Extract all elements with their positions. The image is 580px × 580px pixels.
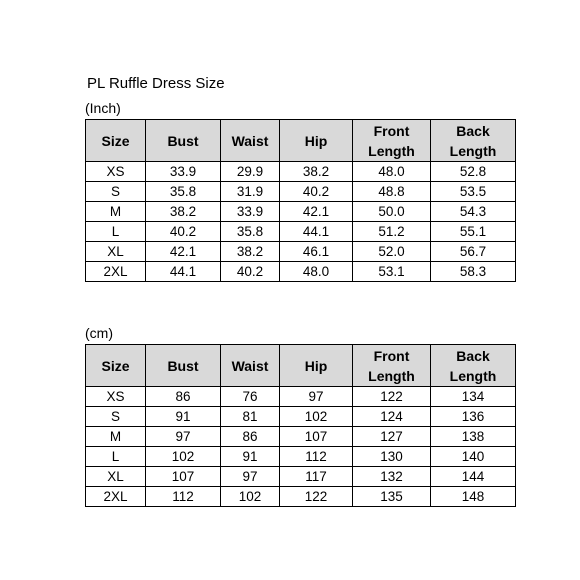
hip-cell: 102 — [280, 407, 353, 427]
back-length-cell: 56.7 — [431, 242, 516, 262]
table-header-row — [86, 345, 516, 387]
back-length-cell: 144 — [431, 467, 516, 487]
table-row — [86, 262, 516, 282]
waist-cell: 81 — [221, 407, 280, 427]
size-cell: XL — [86, 467, 146, 487]
size-cell: 2XL — [86, 262, 146, 282]
back-length-cell: 140 — [431, 447, 516, 467]
column-header-waist: Waist — [221, 120, 280, 162]
back-length-cell: 53.5 — [431, 182, 516, 202]
hip-cell: 117 — [280, 467, 353, 487]
bust-cell: 107 — [146, 467, 221, 487]
column-header-front-length: Front Length — [353, 120, 431, 162]
front-length-cell: 122 — [353, 387, 431, 407]
column-header-size: Size — [86, 120, 146, 162]
waist-cell: 31.9 — [221, 182, 280, 202]
inch-size-table — [85, 119, 516, 282]
front-length-cell: 52.0 — [353, 242, 431, 262]
back-length-cell: 58.3 — [431, 262, 516, 282]
waist-cell: 38.2 — [221, 242, 280, 262]
back-length-cell: 52.8 — [431, 162, 516, 182]
column-header-back-length: Back Length — [431, 345, 516, 387]
front-length-cell: 130 — [353, 447, 431, 467]
column-header-bust: Bust — [146, 120, 221, 162]
bust-cell: 35.8 — [146, 182, 221, 202]
bust-cell: 33.9 — [146, 162, 221, 182]
front-length-cell: 48.0 — [353, 162, 431, 182]
table-row — [86, 387, 516, 407]
inch-unit-label: (Inch) — [85, 100, 121, 116]
front-length-cell: 51.2 — [353, 222, 431, 242]
front-length-cell: 132 — [353, 467, 431, 487]
table-row — [86, 202, 516, 222]
back-length-cell: 134 — [431, 387, 516, 407]
table-row — [86, 407, 516, 427]
table-row — [86, 447, 516, 467]
hip-cell: 107 — [280, 427, 353, 447]
table-header-row — [86, 120, 516, 162]
waist-cell: 29.9 — [221, 162, 280, 182]
table-row — [86, 487, 516, 507]
size-cell: 2XL — [86, 487, 146, 507]
waist-cell: 102 — [221, 487, 280, 507]
waist-cell: 97 — [221, 467, 280, 487]
column-header-hip: Hip — [280, 120, 353, 162]
front-length-cell: 48.8 — [353, 182, 431, 202]
size-cell: S — [86, 407, 146, 427]
size-cell: XL — [86, 242, 146, 262]
column-header-back-length: Back Length — [431, 120, 516, 162]
hip-cell: 40.2 — [280, 182, 353, 202]
column-header-front-length: Front Length — [353, 345, 431, 387]
hip-cell: 112 — [280, 447, 353, 467]
table-row — [86, 242, 516, 262]
column-header-waist: Waist — [221, 345, 280, 387]
back-length-cell: 54.3 — [431, 202, 516, 222]
back-length-cell: 136 — [431, 407, 516, 427]
bust-cell: 38.2 — [146, 202, 221, 222]
waist-cell: 91 — [221, 447, 280, 467]
front-length-cell: 135 — [353, 487, 431, 507]
front-length-cell: 53.1 — [353, 262, 431, 282]
bust-cell: 91 — [146, 407, 221, 427]
column-header-size: Size — [86, 345, 146, 387]
hip-cell: 97 — [280, 387, 353, 407]
hip-cell: 122 — [280, 487, 353, 507]
table-row — [86, 467, 516, 487]
bust-cell: 112 — [146, 487, 221, 507]
table-row — [86, 222, 516, 242]
bust-cell: 40.2 — [146, 222, 221, 242]
waist-cell: 76 — [221, 387, 280, 407]
waist-cell: 40.2 — [221, 262, 280, 282]
page-title: PL Ruffle Dress Size — [87, 75, 225, 92]
waist-cell: 35.8 — [221, 222, 280, 242]
size-cell: L — [86, 447, 146, 467]
front-length-cell: 124 — [353, 407, 431, 427]
cm-unit-label: (cm) — [85, 325, 113, 341]
back-length-cell: 148 — [431, 487, 516, 507]
bust-cell: 97 — [146, 427, 221, 447]
bust-cell: 44.1 — [146, 262, 221, 282]
hip-cell: 42.1 — [280, 202, 353, 222]
bust-cell: 42.1 — [146, 242, 221, 262]
bust-cell: 86 — [146, 387, 221, 407]
front-length-cell: 127 — [353, 427, 431, 447]
front-length-cell: 50.0 — [353, 202, 431, 222]
bust-cell: 102 — [146, 447, 221, 467]
hip-cell: 46.1 — [280, 242, 353, 262]
hip-cell: 48.0 — [280, 262, 353, 282]
size-cell: L — [86, 222, 146, 242]
waist-cell: 86 — [221, 427, 280, 447]
table-row — [86, 162, 516, 182]
size-cell: XS — [86, 162, 146, 182]
size-cell: S — [86, 182, 146, 202]
column-header-bust: Bust — [146, 345, 221, 387]
waist-cell: 33.9 — [221, 202, 280, 222]
size-cell: XS — [86, 387, 146, 407]
table-row — [86, 182, 516, 202]
hip-cell: 44.1 — [280, 222, 353, 242]
back-length-cell: 55.1 — [431, 222, 516, 242]
size-cell: M — [86, 202, 146, 222]
back-length-cell: 138 — [431, 427, 516, 447]
hip-cell: 38.2 — [280, 162, 353, 182]
size-cell: M — [86, 427, 146, 447]
column-header-hip: Hip — [280, 345, 353, 387]
cm-size-table — [85, 344, 516, 507]
table-row — [86, 427, 516, 447]
